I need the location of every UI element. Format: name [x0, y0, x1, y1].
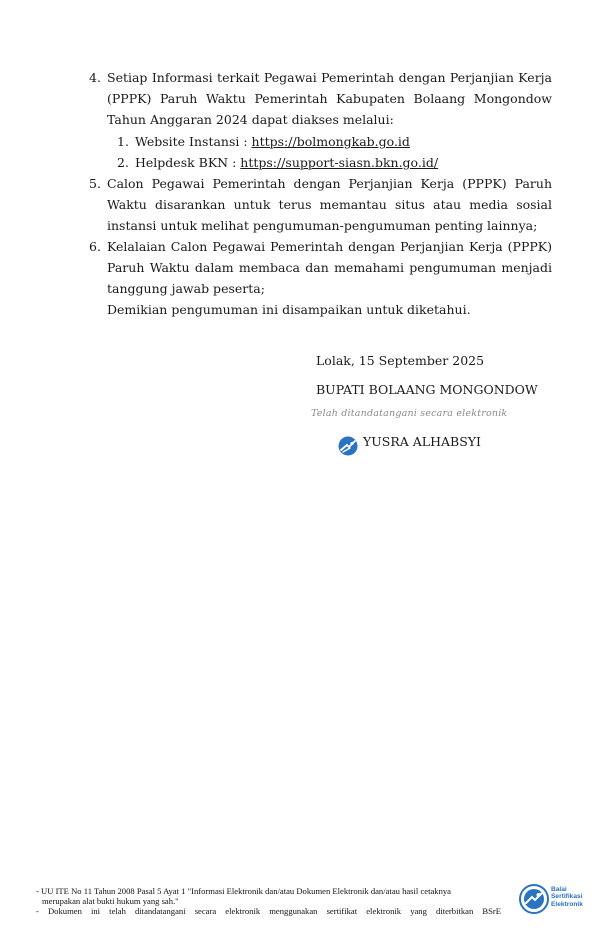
list-item-text: Kelalaian Calon Pegawai Pemerintah dengan Perjanjian Kerja (PPPK) Paruh Waktu dalam membaca dan memahami pengumuman menjadi tanggung jawab peserta; [107, 239, 552, 296]
office-title: BUPATI BOLAANG MONGONDOW [316, 382, 538, 397]
footer-line: - UU ITE No 11 Tahun 2008 Pasal 5 Ayat 1 "Informasi Elektronik dan/atau Dokumen Elektronik dan/atau hasil cetaknya [36, 886, 451, 896]
logo-text-line: Elektronik [551, 900, 583, 908]
website-link[interactable]: https://bolmongkab.go.id [251, 134, 410, 149]
sub-item-website [117, 131, 410, 152]
list-item-5 [89, 173, 552, 236]
list-item-4 [89, 67, 552, 130]
sub-item-helpdesk [117, 152, 439, 173]
list-item-text: Setiap Informasi terkait Pegawai Pemerintah dengan Perjanjian Kerja (PPPK) Paruh Waktu Pemerintah Kabupaten Bolaang Mongondow Tahun Anggaran 2024 dapat diakses melalui: [107, 70, 552, 127]
list-number: 4. [89, 70, 101, 85]
sub-item-label: Helpdesk BKN : [135, 155, 241, 170]
footer-line: merupakan alat bukti hukum yang sah." [42, 896, 179, 906]
list-item-6 [89, 236, 552, 299]
list-number: 6. [89, 239, 101, 254]
list-item-text: Calon Pegawai Pemerintah dengan Perjanjian Kerja (PPPK) Paruh Waktu disarankan untuk terus memantau situs atau media sosial instansi untuk melihat pengumuman-pengumuman penting lainnya; [107, 176, 552, 233]
sub-item-number: 2. [117, 155, 129, 170]
logo-text-line: Balai [551, 886, 567, 893]
footer-legal-note [36, 886, 516, 916]
footer-line: - Dokumen ini telah ditandatangani secara elektronik menggunakan sertifikat elektronik yang diterbitkan BSrE [36, 906, 501, 916]
bsre-seal-icon [338, 436, 358, 456]
place-date: Lolak, 15 September 2025 [316, 353, 485, 368]
signer-name: YUSRA ALHABSYI [363, 434, 481, 449]
logo-text-line: Sertifikasi [551, 893, 583, 901]
sub-item-number: 1. [117, 134, 129, 149]
e-sign-note: Telah ditandatangani secara elektronik [311, 408, 508, 419]
bsre-logo-text [551, 886, 583, 908]
closing-statement: Demikian pengumuman ini disampaikan untuk diketahui. [107, 302, 471, 317]
sub-item-label: Website Instansi : [135, 134, 252, 149]
list-number: 5. [89, 176, 101, 191]
bsre-logo-icon [519, 884, 549, 914]
helpdesk-link[interactable]: https://support-siasn.bkn.go.id/ [240, 155, 439, 170]
